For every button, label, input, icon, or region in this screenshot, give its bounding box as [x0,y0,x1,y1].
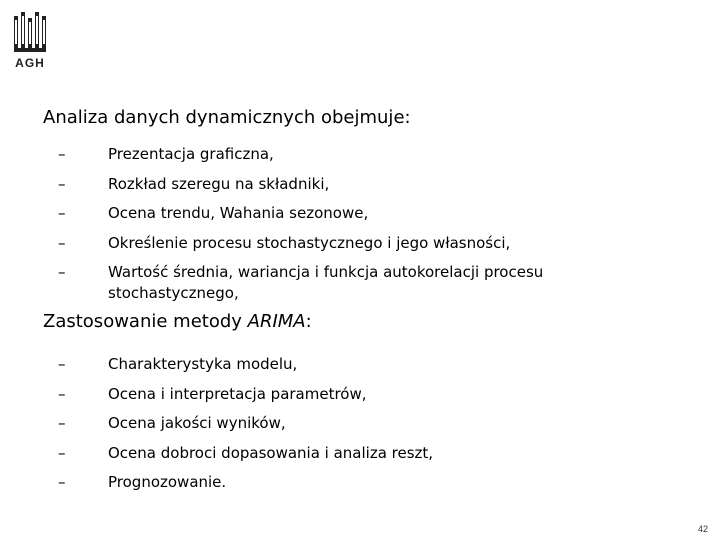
dash-bullet: – [58,473,66,491]
list-item-text: Prognozowanie. [108,473,227,491]
list-item [43,229,683,259]
list-item-text: Prezentacja graficzna, [108,145,274,163]
agh-logo [12,10,52,72]
section-heading: Analiza danych dynamicznych obejmuje: [43,107,411,128]
dash-bullet: – [58,414,66,432]
bullet-list [43,140,683,308]
section-dynamic-data-analysis [43,106,683,308]
dash-bullet: – [58,204,66,222]
dash-bullet: – [58,384,66,403]
agh-logo-icon [12,10,48,54]
dash-bullet: – [58,355,66,373]
list-item [43,409,683,439]
dash-bullet: – [58,233,66,252]
list-item [43,380,683,410]
logo-text: AGH [15,56,45,70]
list-item [43,199,683,229]
list-item-text: Ocena jakości wyników, [108,414,286,432]
list-item-text: Ocena dobroci dopasowania i analiza reszt, [108,443,434,462]
list-item-text: Ocena i interpretacja parametrów, [108,384,367,403]
list-item-text: Określenie procesu stochastycznego i jego własności, [108,233,511,252]
list-item [43,468,683,498]
list-item-text: Charakterystyka modelu, [108,355,298,373]
bullet-list [43,350,683,498]
list-item-text: Ocena trendu, Wahania sezonowe, [108,204,369,222]
section-heading: Zastosowanie metody ARIMA: [43,311,312,332]
list-item [43,170,683,200]
dash-bullet: – [58,174,66,193]
list-item [43,350,683,380]
list-item [43,439,683,469]
list-item [43,258,588,308]
dash-bullet: – [58,443,66,462]
dash-bullet: – [58,145,66,163]
list-item-text: Wartość średnia, wariancja i funkcja autokorelacji procesu stochastycznego, [108,263,544,302]
list-item [43,140,683,170]
list-item-text: Rozkład szeregu na składniki, [108,174,330,193]
section-arima-method [43,310,683,498]
page-number: 42 [697,524,708,534]
dash-bullet: – [58,263,66,281]
arima-emphasis: ARIMA [247,311,306,332]
